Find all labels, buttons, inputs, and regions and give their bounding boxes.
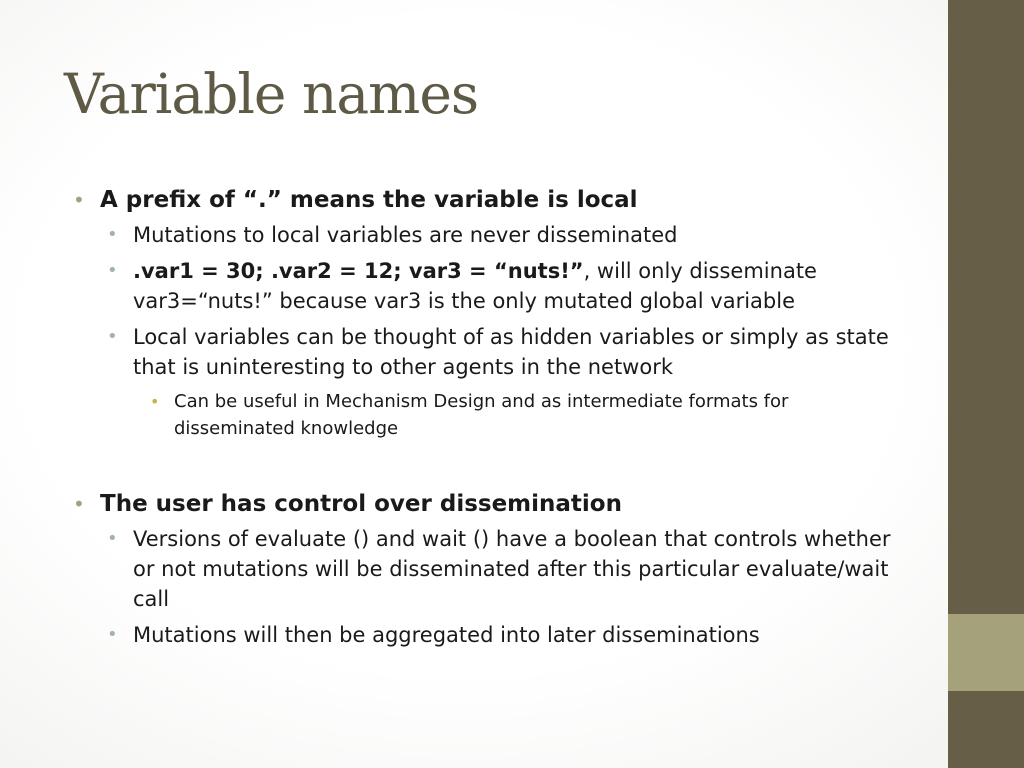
bullet-text: Mutations will then be aggregated into later disseminations — [133, 623, 760, 647]
bullet-level2 — [70, 256, 910, 316]
bullet-dot-icon: • — [107, 624, 118, 645]
bullet-dot-icon: • — [107, 260, 118, 281]
bullet-text: Local variables can be thought of as hidden variables or simply as state that is uninteresting to other agents in the network — [133, 325, 889, 379]
bullet-dot-icon: • — [107, 326, 118, 347]
bullet-level1 — [70, 488, 910, 520]
bullet-dot-icon: • — [107, 224, 118, 245]
bullet-level1 — [70, 184, 910, 216]
bullet-dot-icon: • — [150, 392, 160, 411]
bullet-text: Can be useful in Mechanism Design and as intermediate formats for disseminated knowledge — [174, 391, 789, 439]
section-spacer — [70, 448, 910, 488]
sidebar-accent-block — [948, 614, 1024, 691]
bullet-level2 — [70, 322, 910, 382]
bullet-dot-icon: • — [73, 188, 85, 212]
code-example: .var1 = 30; .var2 = 12; var3 = “nuts!” — [133, 259, 584, 283]
bullet-text: The user has control over dissemination — [100, 491, 622, 517]
bullet-dot-icon: • — [107, 528, 118, 549]
bullet-level3 — [70, 388, 910, 442]
bullet-text: , will only disseminate var3=“nuts!” because var3 is the only mutated global variable — [133, 259, 817, 313]
bullet-text: Mutations to local variables are never disseminated — [133, 223, 678, 247]
bullet-text: Versions of evaluate () and wait () have a boolean that controls whether or not mutations will be disseminated after this particular evaluate/wait call — [133, 527, 891, 611]
sidebar-band — [948, 0, 1024, 768]
bullet-level2 — [70, 620, 910, 650]
bullet-text: A prefix of “.” means the variable is local — [100, 187, 638, 213]
bullet-level2 — [70, 220, 910, 250]
bullet-level2 — [70, 524, 910, 614]
bullet-dot-icon: • — [73, 492, 85, 516]
slide-title: Variable names — [64, 62, 479, 126]
slide-body — [70, 184, 910, 656]
